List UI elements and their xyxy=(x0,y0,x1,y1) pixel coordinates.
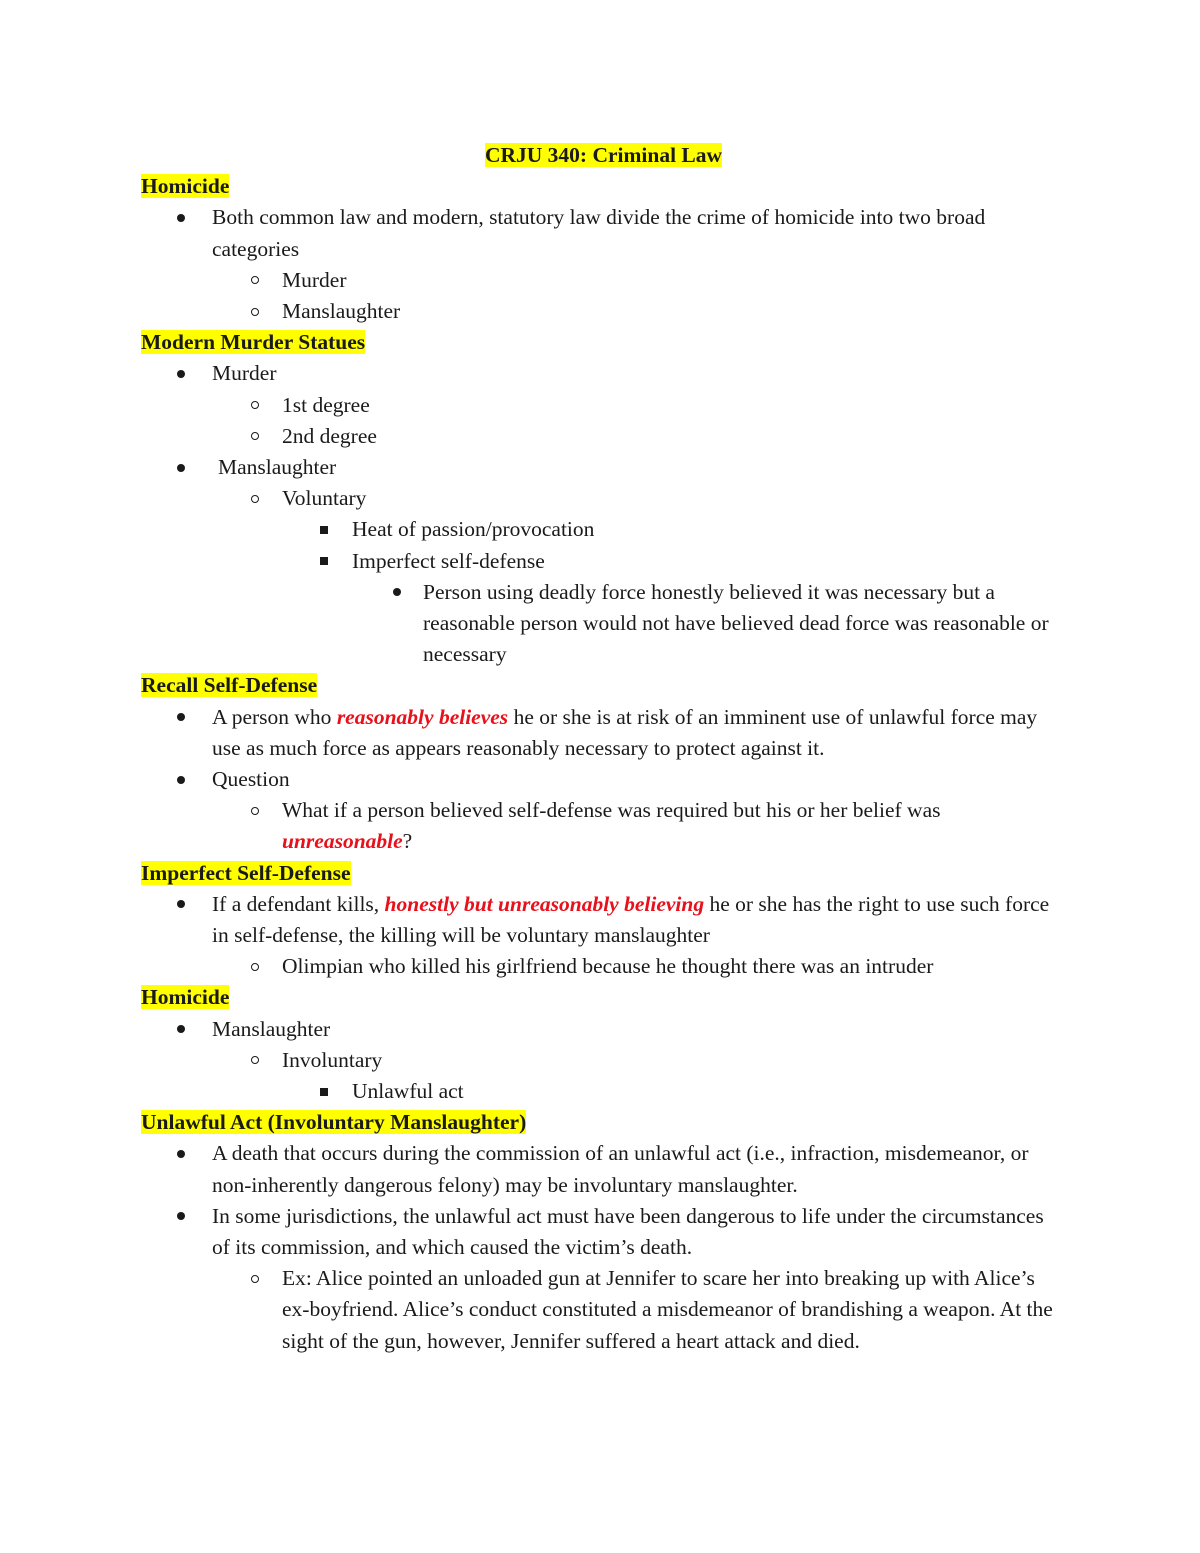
bullet-circle-icon xyxy=(245,421,265,452)
list-item: Imperfect self-defense xyxy=(141,546,1066,577)
section-heading-unlawful-act: Unlawful Act (Involuntary Manslaughter) xyxy=(141,1110,527,1135)
bullet-dot-icon xyxy=(171,1014,191,1045)
bullet-circle-icon xyxy=(245,1045,265,1076)
bullet-dot-icon xyxy=(171,764,191,795)
list-item: Question xyxy=(141,764,1066,795)
list-item: Manslaughter xyxy=(141,1014,1066,1045)
bullet-circle-icon xyxy=(245,951,265,982)
list-item: Voluntary xyxy=(141,483,1066,514)
bullet-dot-icon xyxy=(171,202,191,233)
bullet-dot-icon xyxy=(171,358,191,389)
list-item: Murder xyxy=(141,358,1066,389)
bullet-square-icon xyxy=(314,1076,334,1107)
section-heading-imperfect-self-defense: Imperfect Self-Defense xyxy=(141,860,351,885)
list-item: Manslaughter xyxy=(141,452,1066,483)
section-heading-homicide: Homicide xyxy=(141,174,230,199)
document-title: CRJU 340: Criminal Law xyxy=(484,143,723,167)
emphasis-text: honestly but unreasonably believing xyxy=(384,891,705,916)
list-item: What if a person believed self-defense was required but his or her belief was unreasonable? xyxy=(141,795,1066,857)
list-item: Heat of passion/provocation xyxy=(141,514,1066,545)
document-page xyxy=(141,140,1066,1357)
bullet-dot-icon xyxy=(171,889,191,920)
list-item: Both common law and modern, statutory law divide the crime of homicide into two broad categories xyxy=(141,202,1066,264)
list-item: A death that occurs during the commission of an unlawful act (i.e., infraction, misdemeanor, or non-inherently dangerous felony) may be involuntary manslaughter. xyxy=(141,1138,1066,1200)
list-item: 2nd degree xyxy=(141,421,1066,452)
emphasis-text: unreasonable xyxy=(282,829,403,854)
bullet-circle-icon xyxy=(245,795,265,826)
bullet-dot-icon xyxy=(171,1201,191,1232)
bullet-dot-icon xyxy=(171,702,191,733)
list-item: Person using deadly force honestly believed it was necessary but a reasonable person would not have believed dead force was reasonable or necessary xyxy=(141,577,1066,671)
bullet-square-icon xyxy=(314,514,334,545)
bullet-dot-icon xyxy=(171,1138,191,1169)
bullet-circle-icon xyxy=(245,390,265,421)
emphasis-text: reasonably believes xyxy=(336,704,509,729)
bullet-circle-icon xyxy=(245,1263,265,1294)
section-heading-recall-self-defense: Recall Self-Defense xyxy=(141,673,318,698)
list-item: Murder xyxy=(141,265,1066,296)
section-heading-homicide-2: Homicide xyxy=(141,985,230,1010)
list-item: Ex: Alice pointed an unloaded gun at Jennifer to scare her into breaking up with Alice’s ex-boyfriend. Alice’s conduct constituted a misdemeanor of brandishing a weapon. At the sight of the gun, however, Jennifer suffered a heart attack and died. xyxy=(141,1263,1066,1357)
list-item: Manslaughter xyxy=(141,296,1066,327)
bullet-dot-icon xyxy=(171,452,191,483)
bullet-square-icon xyxy=(314,546,334,577)
bullet-dot-icon xyxy=(387,577,407,608)
section-heading-modern-murder-statues: Modern Murder Statues xyxy=(141,330,366,355)
list-item: Unlawful act xyxy=(141,1076,1066,1107)
list-item: Involuntary xyxy=(141,1045,1066,1076)
list-item: A person who reasonably believes he or she is at risk of an imminent use of unlawful force may use as much force as appears reasonably necessary to protect against it. xyxy=(141,702,1066,764)
list-item: Olimpian who killed his girlfriend because he thought there was an intruder xyxy=(141,951,1066,982)
list-item: If a defendant kills, honestly but unreasonably believing he or she has the right to use such force in self-defense, the killing will be voluntary manslaughter xyxy=(141,889,1066,951)
list-item: In some jurisdictions, the unlawful act must have been dangerous to life under the circumstances of its commission, and which caused the victim’s death. xyxy=(141,1201,1066,1263)
bullet-circle-icon xyxy=(245,265,265,296)
list-item: 1st degree xyxy=(141,390,1066,421)
bullet-circle-icon xyxy=(245,296,265,327)
bullet-circle-icon xyxy=(245,483,265,514)
